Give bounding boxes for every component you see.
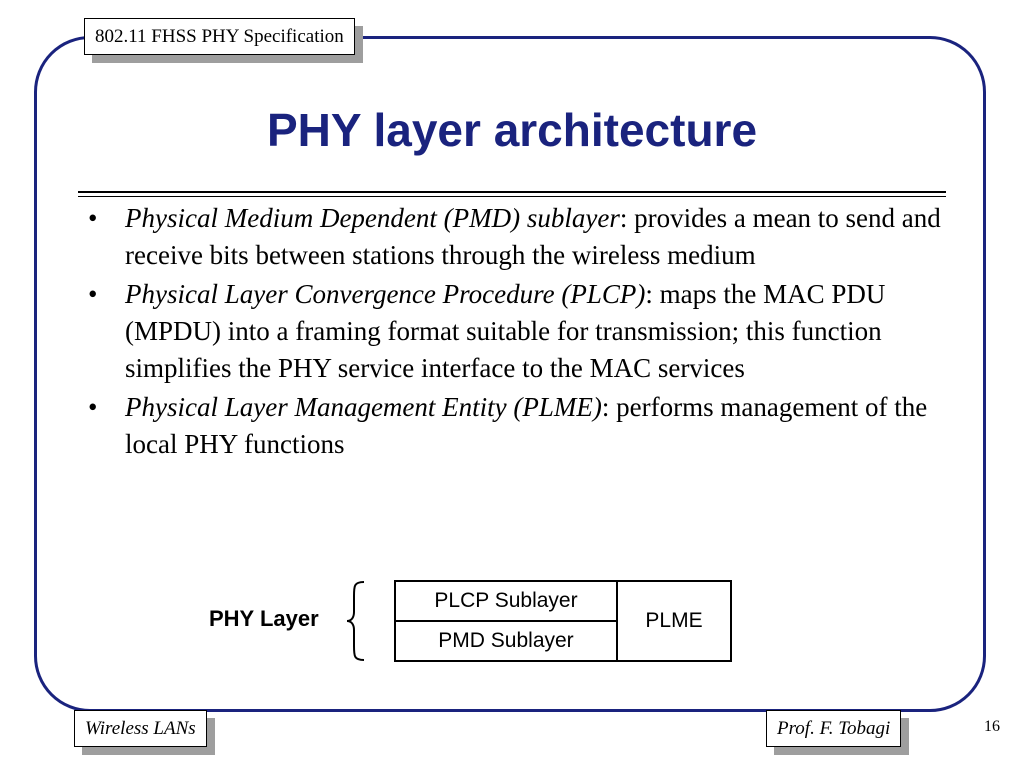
title-divider [78, 191, 946, 193]
bullet-term: Physical Layer Convergence Procedure (PLCP) [125, 279, 646, 309]
footer-author-tag: Prof. F. Tobagi [766, 710, 901, 747]
bullet-item [82, 276, 962, 387]
bullet-dot-icon: • [88, 279, 98, 309]
bullet-term: Physical Medium Dependent (PMD) sublayer [125, 203, 620, 233]
bullet-list [82, 200, 962, 465]
phy-layer-diagram [394, 580, 732, 662]
page-number: 16 [984, 718, 1000, 735]
bullet-dot-icon: • [88, 392, 98, 422]
bullet-item [82, 200, 962, 274]
bullet-text: : maps the MAC PDU (MPDU) into a framing format suitable for transmission; this function simplifies the PHY service interface to the MAC services [125, 279, 886, 383]
bullet-text: : provides a mean to send and receive bits between stations through the wireless medium [125, 203, 941, 270]
pmd-sublayer-cell: PMD Sublayer [438, 629, 574, 652]
sublayer-column [396, 582, 618, 660]
bullet-item [82, 389, 962, 463]
title-divider-thin [78, 196, 946, 197]
phy-layer-label: PHY Layer [209, 606, 319, 631]
bullet-text: : performs management of the local PHY functions [125, 392, 928, 459]
bullet-dot-icon: • [88, 203, 98, 233]
footer-course-tag: Wireless LANs [74, 710, 207, 747]
plcp-sublayer-cell: PLCP Sublayer [396, 582, 616, 622]
plme-cell: PLME [645, 609, 703, 632]
slide-title: PHY layer architecture [266, 104, 758, 156]
section-tag: 802.11 FHSS PHY Specification [84, 18, 355, 55]
curly-brace-icon [344, 580, 368, 662]
bullet-term: Physical Layer Management Entity (PLME) [125, 392, 602, 422]
